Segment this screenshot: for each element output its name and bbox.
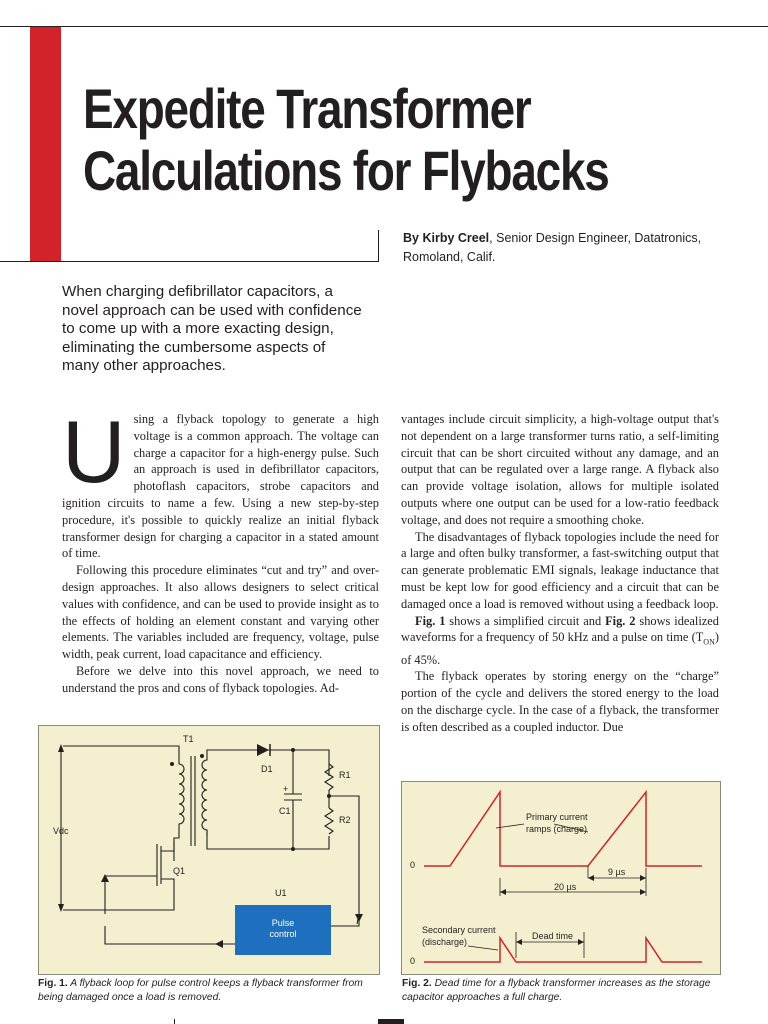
label-pulse: Pulse xyxy=(271,918,295,928)
body-paragraph: The flyback operates by storing energy on the “charge” portion of the cycle and delivers the stored energy to the load on the discharge cycle. In the case of a flyback, the transformer is often described as a coupled inductor. Due xyxy=(401,669,719,734)
byline-affiliation: , Senior Design Engineer, Datatronics, Romoland, Calif. xyxy=(403,231,702,264)
arrow-up xyxy=(58,744,64,752)
primary-winding xyxy=(179,760,184,830)
title-line-2: Calculations for Flybacks xyxy=(83,139,609,202)
arrow-right xyxy=(640,889,646,895)
body-paragraph: vantages include circuit simplicity, a high-voltage output that's not dependent on a large transformer turns ratio, a self-limiting circuit that can be short circuited without any damage, and an output that can be regulated over a large range. A flyback also can provide voltage isolation, allows for multiple isolated outputs where one output can be used for a low-ratio feedback voltage, and does not require a smoothing choke. xyxy=(401,412,719,527)
label-vdc: Vdc xyxy=(53,826,69,836)
arrow-down xyxy=(355,914,363,922)
junction-dot xyxy=(291,847,295,851)
caption-text: Dead time for a flyback transformer increases as the storage capacitor approaches a full charge. xyxy=(402,978,711,1003)
wire-bottom xyxy=(207,830,329,849)
body-paragraph xyxy=(62,402,379,562)
article-deck: When charging defibrillator capacitors, a novel approach can be used with confidence to come up with a more exacting design, eliminating the cumbersome aspects of many other approaches. xyxy=(62,283,362,374)
arrow-left xyxy=(500,889,506,895)
leader-line xyxy=(468,946,498,950)
caption-label: Fig. 1. xyxy=(38,978,68,989)
wire-drain xyxy=(174,830,179,861)
caption-label: Fig. 2. xyxy=(402,978,432,989)
label-primary-current: Primary current xyxy=(526,812,588,822)
fig1-reference: Fig. 1 xyxy=(415,613,446,628)
arrow-up xyxy=(101,874,109,882)
byline-divider xyxy=(378,230,379,262)
q1-drain-lead xyxy=(161,842,174,851)
secondary-winding xyxy=(202,756,207,836)
body-paragraph xyxy=(401,613,719,669)
footer-mark xyxy=(378,1019,404,1024)
junction-dot xyxy=(291,748,295,752)
byline xyxy=(403,229,733,267)
subscript-on: ON xyxy=(703,637,715,647)
polarity-dot xyxy=(170,762,174,766)
label-discharge: (discharge) xyxy=(422,937,468,947)
body-paragraph: The disadvantages of flyback topologies include the need for a large and often bulky transformer, a fast-switching output that can generate problematic EMI signals, leakage inductance that must be kept low for good efficiency and a circuit that can be damaged once a load is removed without using a feedback loop. xyxy=(401,529,719,611)
title-line-1: Expedite Transformer xyxy=(83,77,531,140)
figure-1-schematic xyxy=(38,725,380,975)
caption-text: A flyback loop for pulse control keeps a flyback transformer from being damaged once a load is removed. xyxy=(38,978,363,1003)
junction-dot xyxy=(327,794,331,798)
label-q1: Q1 xyxy=(173,866,186,876)
q1-gate-lead xyxy=(105,876,157,914)
paragraph-text: sing a flyback topology to generate a high voltage is a common approach. The voltage can charge a capacitor for a high-energy pulse. Such an approach is used in defibrillator capacitors, photoflash capacitors, strobe capacitors and ignition circuits to name a few. Using a new step-by-step procedure, it's possible to quickly realize an initial flyback transformer design for charging a capacitor in a stated amount of time. xyxy=(62,412,379,561)
waveform-drawing xyxy=(402,782,720,974)
arrow-left xyxy=(516,939,522,945)
zero-label-bottom: 0 xyxy=(410,956,416,966)
wire-primary-top xyxy=(109,746,179,760)
label-d1: D1 xyxy=(261,764,273,774)
label-ramps-charge: ramps (charge) xyxy=(526,824,588,834)
arrow-down xyxy=(58,904,64,912)
diode-d1 xyxy=(257,744,269,756)
paragraph-text: ) of 45%. xyxy=(401,630,719,667)
label-u1: U1 xyxy=(275,888,287,898)
polarity-dot xyxy=(200,754,204,758)
label-dead-time: Dead time xyxy=(532,931,574,941)
arrow-right xyxy=(578,939,584,945)
figure-2-caption xyxy=(402,977,722,1005)
paragraph-text: shows a simplified circuit and xyxy=(445,613,606,628)
figure-1-caption xyxy=(38,977,378,1005)
arrow-left xyxy=(588,875,594,881)
wire-box-input xyxy=(331,916,359,926)
label-9us: 9 µs xyxy=(608,867,626,877)
label-r1: R1 xyxy=(339,770,351,780)
figure-2-waveforms xyxy=(401,781,721,975)
label-t1: T1 xyxy=(183,734,194,744)
schematic-drawing xyxy=(39,726,379,974)
byline-author: By Kirby Creel xyxy=(403,231,490,245)
label-20us: 20 µs xyxy=(554,882,577,892)
label-c1: C1 xyxy=(279,806,291,816)
body-column-1 xyxy=(62,402,379,697)
zero-label-top: 0 xyxy=(410,860,416,870)
footer-mark xyxy=(174,1019,175,1024)
label-r2: R2 xyxy=(339,815,351,825)
body-paragraph: Following this procedure eliminates “cut and try” and over-design approaches. It also allows designers to select critical values with confidence, and can be used to provide insight as to the effects of holding an element constant and varying other elements. The variables included are frequency, voltage, pulse width, peak current, load capacitance and efficiency. xyxy=(62,563,379,662)
body-column-2 xyxy=(401,411,719,736)
fig2-reference: Fig. 2 xyxy=(605,613,636,628)
label-plus: + xyxy=(283,784,289,794)
resistor-r2 xyxy=(325,808,333,834)
red-accent-bar xyxy=(30,27,61,261)
label-secondary-current: Secondary current xyxy=(422,925,496,935)
arrow-left xyxy=(215,940,223,948)
label-control: control xyxy=(269,929,297,939)
article-title xyxy=(83,78,641,202)
paragraph-text: shows idealized waveforms for a frequency of 50 kHz and a pulse on time (T xyxy=(401,613,719,645)
header-bottom-rule xyxy=(0,261,379,262)
header-top-rule xyxy=(0,26,768,27)
wire-control-return xyxy=(105,926,235,944)
arrow-right xyxy=(640,875,646,881)
body-paragraph: Before we delve into this novel approach, we need to understand the pros and cons of flyback topologies. Ad- xyxy=(62,663,379,695)
drop-cap: U xyxy=(62,402,126,501)
